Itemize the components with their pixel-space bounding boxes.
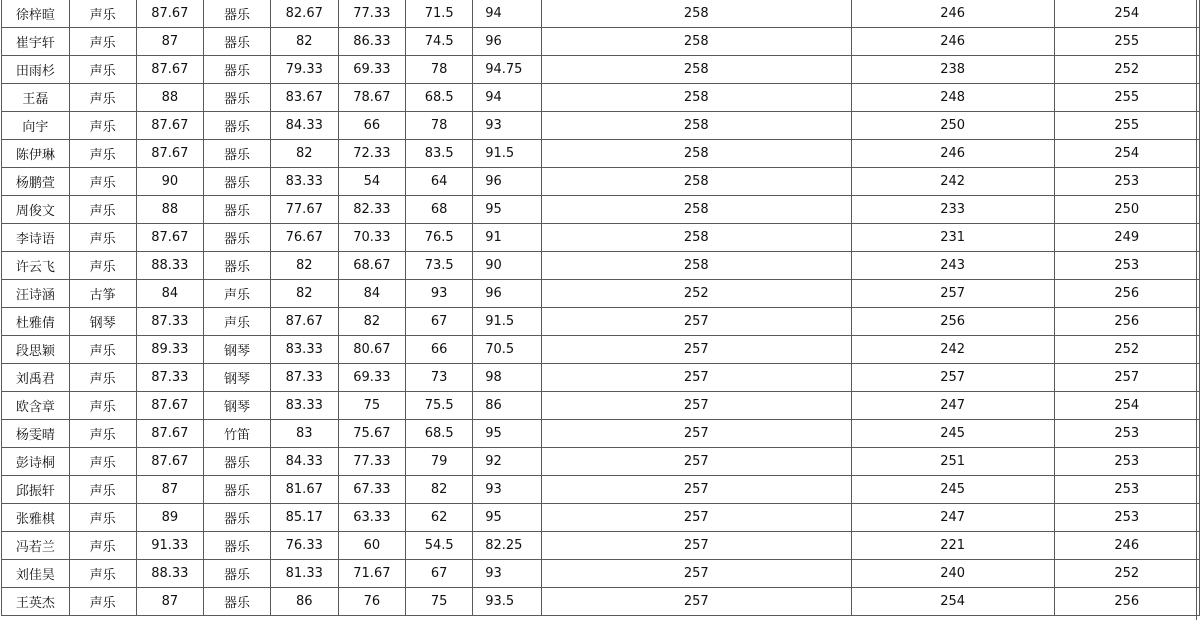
cell-score1[interactable]: 87 (136, 588, 204, 616)
cell-score1[interactable]: 87.67 (136, 224, 204, 252)
cell-score3[interactable]: 60 (338, 532, 406, 560)
cell-total2[interactable]: 246 (851, 140, 1054, 168)
cell-total1[interactable]: 257 (541, 420, 851, 448)
cell-total2[interactable]: 242 (851, 168, 1054, 196)
cell-subject2[interactable]: 钢琴 (204, 364, 271, 392)
cell-subject2[interactable]: 器乐 (204, 476, 271, 504)
cell-subject2[interactable]: 器乐 (204, 252, 271, 280)
cell-score3[interactable]: 75 (338, 392, 406, 420)
cell-score4[interactable]: 67 (406, 560, 473, 588)
table-row (2, 0, 1200, 28)
cell-score3[interactable]: 71.67 (338, 560, 406, 588)
cell-score4[interactable]: 64 (406, 168, 473, 196)
cell-score4[interactable]: 54.5 (406, 532, 473, 560)
cell-name[interactable]: 彭诗桐 (2, 448, 70, 476)
cell-subject1[interactable]: 声乐 (69, 140, 136, 168)
cell-total3[interactable]: 253 (1054, 252, 1199, 280)
cell-subject2[interactable]: 器乐 (204, 28, 271, 56)
cell-subject1[interactable]: 声乐 (69, 420, 136, 448)
cell-name[interactable]: 崔宇轩 (2, 28, 70, 56)
table-row (2, 448, 1200, 476)
cell-total1[interactable]: 257 (541, 364, 851, 392)
table-row (2, 252, 1200, 280)
cell-total1[interactable]: 257 (541, 560, 851, 588)
cell-score5[interactable]: 70.5 (473, 336, 542, 364)
cell-subject2[interactable]: 器乐 (204, 0, 271, 28)
cell-name[interactable]: 汪诗涵 (2, 280, 70, 308)
cell-subject1[interactable]: 声乐 (69, 532, 136, 560)
score-table (1, 0, 1200, 616)
cell-subject1[interactable]: 声乐 (69, 448, 136, 476)
cell-total1[interactable]: 258 (541, 112, 851, 140)
cell-name[interactable]: 杨雯晴 (2, 420, 70, 448)
cell-total1[interactable]: 258 (541, 84, 851, 112)
table-row (2, 336, 1200, 364)
cell-score4[interactable]: 67 (406, 308, 473, 336)
cell-score1[interactable]: 87.67 (136, 420, 204, 448)
cell-score3[interactable]: 69.33 (338, 56, 406, 84)
cell-total3[interactable]: 253 (1054, 504, 1199, 532)
cell-score1[interactable]: 84 (136, 280, 204, 308)
cell-score1[interactable]: 87 (136, 28, 204, 56)
cell-total1[interactable]: 257 (541, 336, 851, 364)
cell-total1[interactable]: 258 (541, 0, 851, 28)
cell-score2[interactable]: 84.33 (270, 448, 338, 476)
cell-subject2[interactable]: 器乐 (204, 196, 271, 224)
cell-score2[interactable]: 76.67 (270, 224, 338, 252)
table-row (2, 476, 1200, 504)
cell-score5[interactable]: 95 (473, 420, 542, 448)
cell-total2[interactable]: 256 (851, 308, 1054, 336)
cell-subject1[interactable]: 声乐 (69, 364, 136, 392)
cell-subject1[interactable]: 钢琴 (69, 308, 136, 336)
cell-total3[interactable]: 256 (1054, 280, 1199, 308)
table-right-border (1196, 0, 1197, 620)
cell-total2[interactable]: 243 (851, 252, 1054, 280)
cell-total1[interactable]: 257 (541, 392, 851, 420)
cell-total1[interactable]: 258 (541, 56, 851, 84)
cell-total3[interactable]: 253 (1054, 168, 1199, 196)
cell-score3[interactable]: 63.33 (338, 504, 406, 532)
cell-subject2[interactable]: 竹笛 (204, 420, 271, 448)
cell-score2[interactable]: 83.67 (270, 84, 338, 112)
cell-total3[interactable]: 254 (1054, 140, 1199, 168)
cell-total3[interactable]: 257 (1054, 364, 1199, 392)
cell-subject2[interactable]: 器乐 (204, 532, 271, 560)
table-row (2, 588, 1200, 616)
cell-score5[interactable]: 93 (473, 560, 542, 588)
cell-score5[interactable]: 95 (473, 504, 542, 532)
cell-total3[interactable]: 255 (1054, 84, 1199, 112)
cell-name[interactable]: 冯若兰 (2, 532, 70, 560)
cell-subject1[interactable]: 声乐 (69, 504, 136, 532)
cell-score2[interactable]: 81.33 (270, 560, 338, 588)
table-row (2, 28, 1200, 56)
cell-score2[interactable]: 82 (270, 280, 338, 308)
cell-total3[interactable]: 252 (1054, 560, 1199, 588)
cell-score3[interactable]: 75.67 (338, 420, 406, 448)
cell-total2[interactable]: 247 (851, 504, 1054, 532)
cell-score1[interactable]: 88.33 (136, 252, 204, 280)
cell-subject1[interactable]: 声乐 (69, 560, 136, 588)
cell-score5[interactable]: 93 (473, 476, 542, 504)
cell-score5[interactable]: 96 (473, 28, 542, 56)
cell-score1[interactable]: 87.33 (136, 308, 204, 336)
cell-total3[interactable]: 255 (1054, 112, 1199, 140)
cell-subject2[interactable]: 器乐 (204, 588, 271, 616)
cell-subject2[interactable]: 器乐 (204, 224, 271, 252)
cell-name[interactable]: 周俊文 (2, 196, 70, 224)
cell-subject2[interactable]: 器乐 (204, 168, 271, 196)
cell-score4[interactable]: 62 (406, 504, 473, 532)
cell-score1[interactable]: 89 (136, 504, 204, 532)
cell-score4[interactable]: 78 (406, 112, 473, 140)
cell-score3[interactable]: 67.33 (338, 476, 406, 504)
cell-total2[interactable]: 257 (851, 280, 1054, 308)
cell-score1[interactable]: 88 (136, 84, 204, 112)
cell-score2[interactable]: 82 (270, 252, 338, 280)
cell-score1[interactable]: 87.67 (136, 140, 204, 168)
cell-name[interactable]: 王磊 (2, 84, 70, 112)
cell-score2[interactable]: 82 (270, 140, 338, 168)
cell-score5[interactable]: 91.5 (473, 140, 542, 168)
cell-name[interactable]: 向宇 (2, 112, 70, 140)
table-row (2, 560, 1200, 588)
table-row (2, 364, 1200, 392)
cell-name[interactable]: 张雅棋 (2, 504, 70, 532)
cell-score2[interactable]: 79.33 (270, 56, 338, 84)
cell-subject2[interactable]: 器乐 (204, 504, 271, 532)
cell-name[interactable]: 徐梓暄 (2, 0, 70, 28)
table-row (2, 420, 1200, 448)
cell-score4[interactable]: 71.5 (406, 0, 473, 28)
cell-subject2[interactable]: 钢琴 (204, 392, 271, 420)
cell-subject1[interactable]: 声乐 (69, 28, 136, 56)
cell-total3[interactable]: 254 (1054, 0, 1199, 28)
cell-name[interactable]: 欧含章 (2, 392, 70, 420)
table-row (2, 280, 1200, 308)
cell-total3[interactable]: 252 (1054, 336, 1199, 364)
cell-score2[interactable]: 81.67 (270, 476, 338, 504)
table-row (2, 308, 1200, 336)
cell-total1[interactable]: 257 (541, 588, 851, 616)
cell-name[interactable]: 李诗语 (2, 224, 70, 252)
cell-subject2[interactable]: 器乐 (204, 112, 271, 140)
cell-subject2[interactable]: 声乐 (204, 280, 271, 308)
cell-score4[interactable]: 66 (406, 336, 473, 364)
cell-score5[interactable]: 93.5 (473, 588, 542, 616)
cell-total2[interactable]: 240 (851, 560, 1054, 588)
cell-name[interactable]: 王英杰 (2, 588, 70, 616)
cell-score1[interactable]: 87 (136, 476, 204, 504)
cell-subject1[interactable]: 声乐 (69, 112, 136, 140)
cell-score4[interactable]: 73.5 (406, 252, 473, 280)
cell-score3[interactable]: 72.33 (338, 140, 406, 168)
cell-score5[interactable]: 82.25 (473, 532, 542, 560)
cell-score2[interactable]: 83 (270, 420, 338, 448)
cell-total1[interactable]: 258 (541, 140, 851, 168)
cell-score4[interactable]: 82 (406, 476, 473, 504)
cell-subject2[interactable]: 声乐 (204, 308, 271, 336)
cell-score4[interactable]: 68 (406, 196, 473, 224)
table-row (2, 224, 1200, 252)
cell-score4[interactable]: 74.5 (406, 28, 473, 56)
cell-total3[interactable]: 256 (1054, 308, 1199, 336)
cell-score2[interactable]: 83.33 (270, 336, 338, 364)
cell-score2[interactable]: 76.33 (270, 532, 338, 560)
cell-total1[interactable]: 252 (541, 280, 851, 308)
cell-score1[interactable]: 88.33 (136, 560, 204, 588)
cell-score3[interactable]: 78.67 (338, 84, 406, 112)
cell-name[interactable]: 刘禹君 (2, 364, 70, 392)
table-row (2, 196, 1200, 224)
cell-score4[interactable]: 78 (406, 56, 473, 84)
cell-total2[interactable]: 238 (851, 56, 1054, 84)
cell-total1[interactable]: 258 (541, 196, 851, 224)
table-row (2, 532, 1200, 560)
cell-score2[interactable]: 84.33 (270, 112, 338, 140)
cell-score3[interactable]: 82 (338, 308, 406, 336)
cell-subject1[interactable]: 声乐 (69, 392, 136, 420)
cell-total3[interactable]: 253 (1054, 476, 1199, 504)
cell-score3[interactable]: 68.67 (338, 252, 406, 280)
table-row (2, 168, 1200, 196)
cell-score1[interactable]: 91.33 (136, 532, 204, 560)
cell-score1[interactable]: 88 (136, 196, 204, 224)
cell-score4[interactable]: 75.5 (406, 392, 473, 420)
cell-score3[interactable]: 66 (338, 112, 406, 140)
table-row (2, 504, 1200, 532)
cell-score4[interactable]: 68.5 (406, 420, 473, 448)
cell-total3[interactable]: 252 (1054, 56, 1199, 84)
cell-total2[interactable]: 233 (851, 196, 1054, 224)
cell-subject2[interactable]: 器乐 (204, 140, 271, 168)
cell-score2[interactable]: 82 (270, 28, 338, 56)
cell-name[interactable]: 邱振轩 (2, 476, 70, 504)
cell-total3[interactable]: 256 (1054, 588, 1199, 616)
cell-score3[interactable]: 54 (338, 168, 406, 196)
cell-score5[interactable]: 96 (473, 168, 542, 196)
cell-total3[interactable]: 253 (1054, 448, 1199, 476)
cell-score1[interactable]: 87.67 (136, 56, 204, 84)
cell-name[interactable]: 许云飞 (2, 252, 70, 280)
cell-score3[interactable]: 80.67 (338, 336, 406, 364)
cell-total3[interactable]: 254 (1054, 392, 1199, 420)
cell-score3[interactable]: 69.33 (338, 364, 406, 392)
cell-total3[interactable]: 250 (1054, 196, 1199, 224)
cell-total3[interactable]: 253 (1054, 420, 1199, 448)
table-row (2, 140, 1200, 168)
cell-total3[interactable]: 246 (1054, 532, 1199, 560)
cell-total1[interactable]: 257 (541, 308, 851, 336)
cell-score5[interactable]: 94.75 (473, 56, 542, 84)
cell-total2[interactable]: 257 (851, 364, 1054, 392)
cell-total2[interactable]: 231 (851, 224, 1054, 252)
cell-score1[interactable]: 90 (136, 168, 204, 196)
cell-subject2[interactable]: 器乐 (204, 448, 271, 476)
cell-score2[interactable]: 77.67 (270, 196, 338, 224)
cell-total2[interactable]: 250 (851, 112, 1054, 140)
cell-score1[interactable]: 87.67 (136, 448, 204, 476)
cell-total3[interactable]: 255 (1054, 28, 1199, 56)
cell-total2[interactable]: 246 (851, 28, 1054, 56)
cell-score5[interactable]: 98 (473, 364, 542, 392)
cell-subject2[interactable]: 器乐 (204, 560, 271, 588)
cell-score3[interactable]: 82.33 (338, 196, 406, 224)
cell-subject1[interactable]: 声乐 (69, 84, 136, 112)
cell-total2[interactable]: 254 (851, 588, 1054, 616)
cell-total1[interactable]: 258 (541, 224, 851, 252)
cell-score5[interactable]: 94 (473, 0, 542, 28)
cell-subject1[interactable]: 声乐 (69, 0, 136, 28)
cell-name[interactable]: 陈伊琳 (2, 140, 70, 168)
cell-score3[interactable]: 76 (338, 588, 406, 616)
cell-subject1[interactable]: 声乐 (69, 336, 136, 364)
cell-score4[interactable]: 79 (406, 448, 473, 476)
cell-score5[interactable]: 91 (473, 224, 542, 252)
cell-score2[interactable]: 82.67 (270, 0, 338, 28)
cell-score4[interactable]: 83.5 (406, 140, 473, 168)
cell-total2[interactable]: 245 (851, 476, 1054, 504)
cell-score3[interactable]: 70.33 (338, 224, 406, 252)
cell-total3[interactable]: 249 (1054, 224, 1199, 252)
cell-subject2[interactable]: 器乐 (204, 56, 271, 84)
table-row (2, 392, 1200, 420)
cell-score5[interactable]: 91.5 (473, 308, 542, 336)
cell-subject1[interactable]: 声乐 (69, 224, 136, 252)
cell-score2[interactable]: 87.33 (270, 364, 338, 392)
table-row (2, 84, 1200, 112)
cell-score2[interactable]: 83.33 (270, 392, 338, 420)
cell-score5[interactable]: 92 (473, 448, 542, 476)
cell-total1[interactable]: 257 (541, 504, 851, 532)
cell-subject2[interactable]: 器乐 (204, 84, 271, 112)
cell-name[interactable]: 田雨杉 (2, 56, 70, 84)
cell-subject1[interactable]: 声乐 (69, 252, 136, 280)
cell-score4[interactable]: 93 (406, 280, 473, 308)
cell-score3[interactable]: 77.33 (338, 448, 406, 476)
cell-score4[interactable]: 73 (406, 364, 473, 392)
cell-name[interactable]: 杜雅倩 (2, 308, 70, 336)
cell-subject1[interactable]: 声乐 (69, 476, 136, 504)
cell-total2[interactable]: 245 (851, 420, 1054, 448)
cell-score1[interactable]: 87.67 (136, 112, 204, 140)
cell-score5[interactable]: 90 (473, 252, 542, 280)
cell-score5[interactable]: 94 (473, 84, 542, 112)
cell-subject2[interactable]: 钢琴 (204, 336, 271, 364)
cell-name[interactable]: 杨鹏萱 (2, 168, 70, 196)
cell-subject1[interactable]: 声乐 (69, 168, 136, 196)
cell-score1[interactable]: 89.33 (136, 336, 204, 364)
cell-score5[interactable]: 95 (473, 196, 542, 224)
cell-score3[interactable]: 84 (338, 280, 406, 308)
cell-score1[interactable]: 87.67 (136, 392, 204, 420)
cell-total1[interactable]: 257 (541, 476, 851, 504)
cell-subject1[interactable]: 声乐 (69, 56, 136, 84)
cell-total2[interactable]: 246 (851, 0, 1054, 28)
cell-total2[interactable]: 242 (851, 336, 1054, 364)
cell-score4[interactable]: 75 (406, 588, 473, 616)
cell-score2[interactable]: 83.33 (270, 168, 338, 196)
cell-subject1[interactable]: 古筝 (69, 280, 136, 308)
cell-score3[interactable]: 86.33 (338, 28, 406, 56)
cell-score3[interactable]: 77.33 (338, 0, 406, 28)
cell-score2[interactable]: 85.17 (270, 504, 338, 532)
cell-total1[interactable]: 257 (541, 532, 851, 560)
cell-score1[interactable]: 87.67 (136, 0, 204, 28)
cell-subject1[interactable]: 声乐 (69, 588, 136, 616)
table-row (2, 112, 1200, 140)
cell-total1[interactable]: 257 (541, 448, 851, 476)
cell-score5[interactable]: 93 (473, 112, 542, 140)
cell-score5[interactable]: 96 (473, 280, 542, 308)
cell-name[interactable]: 刘佳昊 (2, 560, 70, 588)
cell-total2[interactable]: 247 (851, 392, 1054, 420)
cell-score4[interactable]: 68.5 (406, 84, 473, 112)
cell-score1[interactable]: 87.33 (136, 364, 204, 392)
cell-total1[interactable]: 258 (541, 252, 851, 280)
cell-total2[interactable]: 251 (851, 448, 1054, 476)
cell-score2[interactable]: 87.67 (270, 308, 338, 336)
cell-score5[interactable]: 86 (473, 392, 542, 420)
table-body (2, 0, 1200, 616)
cell-total1[interactable]: 258 (541, 168, 851, 196)
cell-name[interactable]: 段思颖 (2, 336, 70, 364)
cell-total1[interactable]: 258 (541, 28, 851, 56)
cell-score4[interactable]: 76.5 (406, 224, 473, 252)
cell-score2[interactable]: 86 (270, 588, 338, 616)
cell-total2[interactable]: 221 (851, 532, 1054, 560)
table-row (2, 56, 1200, 84)
cell-total2[interactable]: 248 (851, 84, 1054, 112)
cell-subject1[interactable]: 声乐 (69, 196, 136, 224)
